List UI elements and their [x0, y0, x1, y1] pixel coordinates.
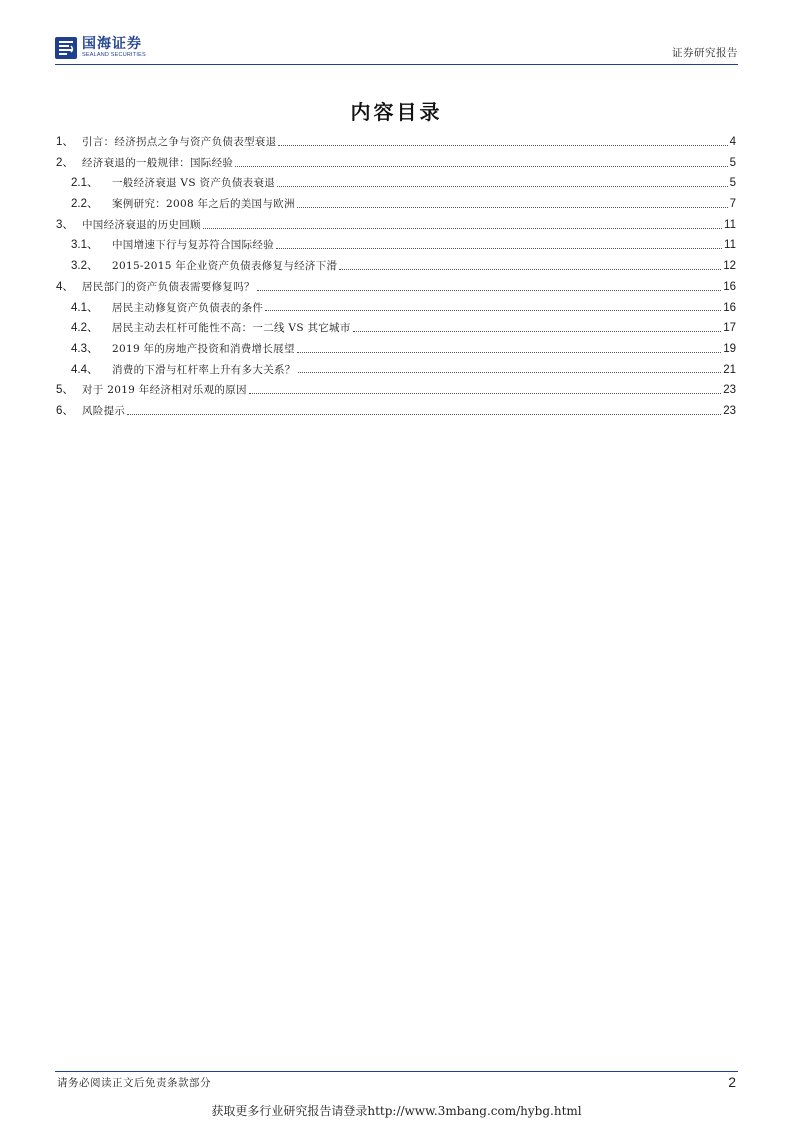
toc-entry[interactable]: [56, 401, 736, 422]
toc-entry[interactable]: [56, 339, 736, 360]
table-of-contents: [56, 132, 736, 422]
toc-entry-title: 居民部门的资产负债表需要修复吗？: [82, 280, 255, 293]
toc-entry[interactable]: [56, 235, 736, 256]
sealand-logo-icon: [55, 37, 77, 59]
toc-entry-title: 2015-2015 年企业资产负债表修复与经济下滑: [112, 260, 338, 273]
toc-dot-leader: [297, 199, 728, 208]
watermark-link-text: 获取更多行业研究报告请登录http://www.3mbang.com/hybg.html: [211, 1104, 582, 1118]
toc-dot-leader: [249, 385, 721, 394]
toc-entry-number: 4.3、: [71, 342, 99, 355]
toc-entry-page: 16: [723, 301, 736, 314]
toc-entry[interactable]: [56, 153, 736, 174]
toc-entry-page: 19: [723, 342, 736, 355]
toc-entry-page: 11: [724, 239, 736, 252]
toc-entry-page: 23: [723, 384, 736, 397]
toc-entry-number: 6、: [56, 404, 74, 417]
toc-entry-title: 经济衰退的一般规律：国际经验: [82, 156, 234, 169]
toc-title: 内容目录: [350, 100, 443, 124]
toc-entry-page: 5: [729, 177, 736, 190]
toc-dot-leader: [297, 344, 721, 353]
toc-entry-page: 12: [723, 260, 736, 273]
toc-entry-page: 23: [723, 404, 736, 417]
toc-entry-title: 对于 2019 年经济相对乐观的原因: [82, 384, 247, 397]
toc-dot-leader: [276, 240, 722, 249]
toc-entry[interactable]: [56, 173, 736, 194]
toc-entry[interactable]: [56, 360, 736, 381]
toc-entry-page: 7: [729, 198, 736, 211]
toc-entry-title: 中国增速下行与复苏符合国际经验: [112, 239, 274, 252]
toc-entry-number: 2、: [56, 156, 74, 169]
toc-entry[interactable]: [56, 215, 736, 236]
toc-dot-leader: [277, 178, 728, 187]
report-type-label: 证券研究报告: [672, 47, 738, 59]
logo-english-name: SEALAND SECURITIES: [82, 52, 146, 59]
toc-dot-leader: [298, 364, 722, 373]
company-logo: [55, 34, 146, 62]
toc-entry-number: 4.1、: [71, 301, 99, 314]
toc-dot-leader: [339, 261, 721, 270]
toc-entry[interactable]: [56, 380, 736, 401]
toc-entry-title: 2019 年的房地产投资和消费增长展望: [112, 342, 295, 355]
toc-entry-number: 4、: [56, 280, 74, 293]
toc-entry-number: 1、: [56, 136, 74, 148]
toc-entry-title: 一般经济衰退 VS 资产负债表衰退: [112, 177, 276, 190]
disclaimer-text: 请务必阅读正文后免责条款部分: [57, 1077, 211, 1089]
toc-entry-page: 4: [729, 136, 736, 148]
toc-entry-title: 案例研究：2008 年之后的美国与欧洲: [112, 198, 295, 211]
toc-entry-number: 5、: [56, 384, 74, 397]
toc-entry[interactable]: [56, 194, 736, 215]
toc-entry[interactable]: [56, 277, 736, 298]
footer-divider: [55, 1071, 738, 1072]
toc-entry-number: 2.1、: [71, 177, 99, 190]
toc-entry-number: 3、: [56, 218, 74, 231]
toc-entry-page: 21: [723, 363, 736, 376]
toc-entry-page: 11: [724, 218, 736, 231]
toc-entry-title: 消费的下滑与杠杆率上升有多大关系？: [112, 363, 296, 376]
toc-dot-leader: [353, 323, 722, 332]
toc-entry-title: 居民主动修复资产负债表的条件: [112, 301, 264, 314]
toc-entry-title: 风险提示: [82, 404, 126, 417]
toc-entry[interactable]: [56, 298, 736, 319]
toc-dot-leader: [203, 220, 722, 229]
toc-dot-leader: [127, 406, 721, 415]
toc-entry[interactable]: [56, 318, 736, 339]
toc-entry-title: 引言：经济拐点之争与资产负债表型衰退: [82, 136, 277, 148]
toc-entry[interactable]: [56, 132, 736, 153]
toc-dot-leader: [278, 137, 727, 146]
toc-entry-number: 4.2、: [71, 322, 99, 335]
toc-dot-leader: [235, 158, 727, 167]
toc-entry-page: 16: [723, 280, 736, 293]
toc-entry-number: 3.1、: [71, 239, 99, 252]
toc-entry[interactable]: [56, 256, 736, 277]
page-header: [55, 34, 738, 65]
toc-entry-page: 17: [723, 322, 736, 335]
toc-dot-leader: [257, 282, 721, 291]
toc-entry-number: 2.2、: [71, 198, 99, 211]
toc-entry-title: 居民主动去杠杆可能性不高：一二线 VS 其它城市: [112, 322, 351, 335]
toc-entry-number: 3.2、: [71, 260, 99, 273]
toc-entry-page: 5: [729, 156, 736, 169]
page-number: 2: [728, 1074, 736, 1090]
toc-entry-title: 中国经济衰退的历史回顾: [82, 218, 201, 231]
logo-chinese-name: 国海证券: [82, 36, 142, 53]
toc-entry-number: 4.4、: [71, 363, 99, 376]
toc-dot-leader: [265, 302, 721, 311]
